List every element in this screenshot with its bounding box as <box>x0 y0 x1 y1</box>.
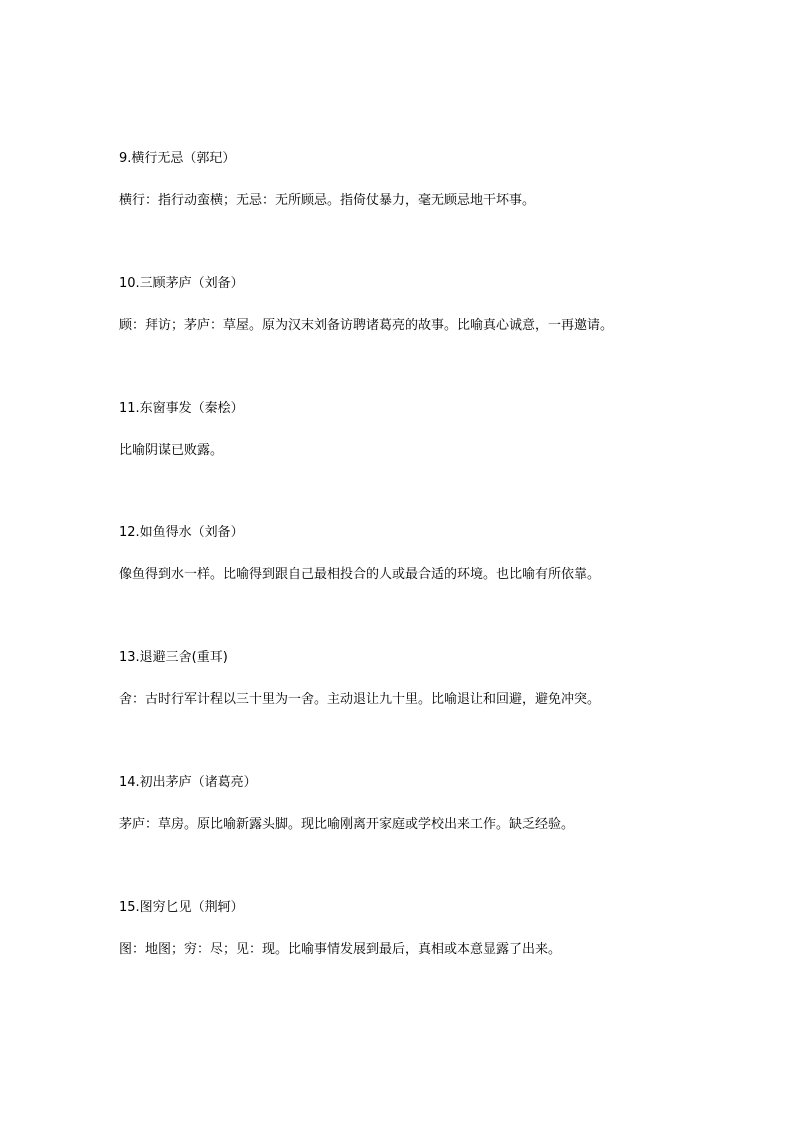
idiom-entry <box>119 151 719 209</box>
idiom-entry <box>119 276 719 334</box>
idiom-title: 10.三顾茅庐（刘备） <box>119 276 244 291</box>
idiom-description: 图：地图；穷：尽；见：现。比喻事情发展到最后，真相或本意显露了出来。 <box>119 942 562 957</box>
idiom-description: 茅庐：草房。原比喻新露头脚。现比喻刚离开家庭或学校出来工作。缺乏经验。 <box>119 817 575 832</box>
idiom-title: 15.图穷匕见（荆轲） <box>119 900 244 915</box>
idiom-entry <box>119 775 719 833</box>
idiom-title: 9.横行无忌（郭玘） <box>119 151 236 166</box>
idiom-entry <box>119 650 719 708</box>
idiom-title: 11.东窗事发（秦桧） <box>119 401 244 416</box>
idiom-description: 舍：古时行军计程以三十里为一舍。主动退让九十里。比喻退让和回避，避免冲突。 <box>119 692 601 707</box>
idiom-entry <box>119 401 719 459</box>
idiom-description: 像鱼得到水一样。比喻得到跟自己最相投合的人或最合适的环境。也比喻有所依靠。 <box>119 567 601 582</box>
idiom-description: 顾：拜访；茅庐：草屋。原为汉末刘备访聘诸葛亮的故事。比喻真心诚意，一再邀请。 <box>119 318 614 333</box>
idiom-title: 14.初出茅庐（诸葛亮） <box>119 775 257 790</box>
idiom-title: 12.如鱼得水（刘备） <box>119 525 244 540</box>
idiom-entry <box>119 900 719 958</box>
idiom-entry <box>119 525 719 583</box>
idiom-description: 横行：指行动蛮横；无忌：无所顾忌。指倚仗暴力，毫无顾忌地干坏事。 <box>119 193 536 208</box>
idiom-description: 比喻阴谋已败露。 <box>119 443 224 458</box>
idiom-title: 13.退避三舍(重耳) <box>119 650 228 665</box>
